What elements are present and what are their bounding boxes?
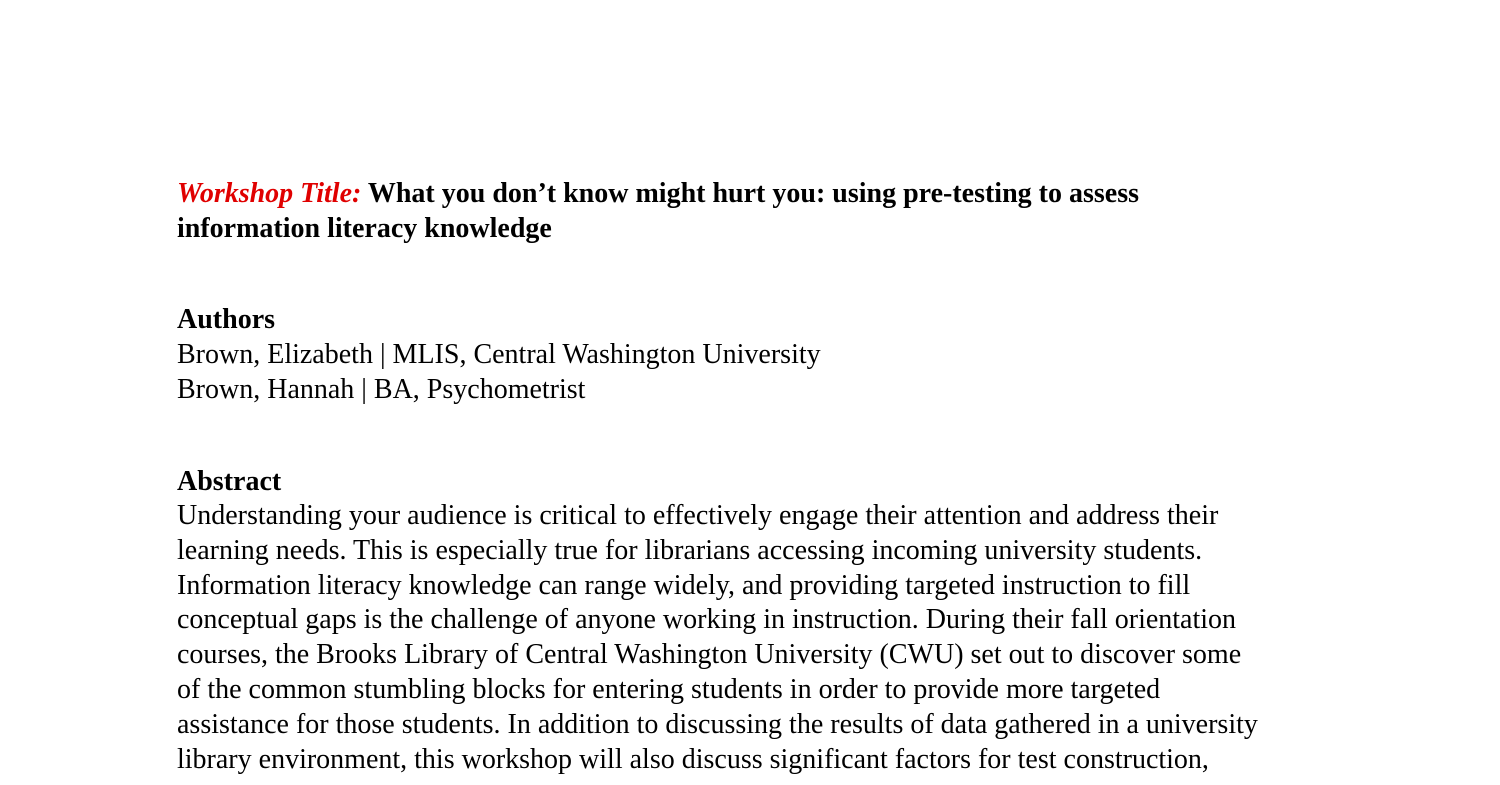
document-content <box>177 176 1327 777</box>
abstract-line: library environment, this workshop will also discuss significant factors for test construction, <box>177 743 1209 775</box>
abstract-line: Information literacy knowledge can range widely, and providing targeted instruction to fill <box>177 569 1191 601</box>
abstract-line: learning needs. This is especially true for librarians accessing incoming university students. <box>177 534 1203 566</box>
abstract-line: Understanding your audience is critical to effectively engage their attention and address their <box>177 500 1219 531</box>
author-line: Brown, Elizabeth | MLIS, Central Washington University <box>177 339 821 370</box>
authors-section <box>177 302 1327 407</box>
workshop-title-text: What you don’t know might hurt you: using pre-testing to assess <box>367 178 1139 209</box>
workshop-title-label: Workshop Title: <box>177 178 362 209</box>
authors-heading: Authors <box>177 304 276 335</box>
abstract-line: conceptual gaps is the challenge of anyone working in instruction. During their fall orientation <box>177 604 1237 636</box>
abstract-heading: Abstract <box>177 466 282 497</box>
abstract-section <box>177 464 1327 777</box>
author-line: Brown, Hannah | BA, Psychometrist <box>177 374 586 405</box>
workshop-title <box>177 176 1327 246</box>
workshop-title-text-line2: information literacy knowledge <box>177 213 552 244</box>
abstract-line: of the common stumbling blocks for entering students in order to provide more targeted <box>177 673 1161 705</box>
abstract-line: courses, the Brooks Library of Central Washington University (CWU) set out to discover some <box>177 639 1242 671</box>
abstract-line: assistance for those students. In addition to discussing the results of data gathered in a university <box>177 708 1258 740</box>
